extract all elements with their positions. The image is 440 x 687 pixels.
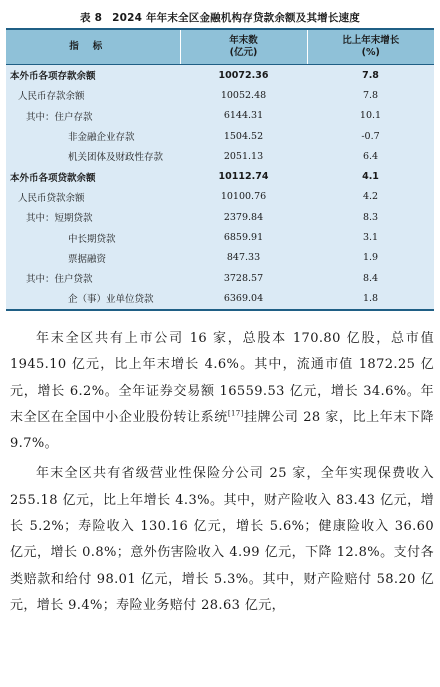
header-indicator: 指标	[6, 29, 180, 65]
header-growth-line2: (%)	[361, 47, 380, 58]
row-value: 1504.52	[180, 126, 307, 146]
row-growth: 6.4	[307, 146, 434, 166]
row-value: 10052.48	[180, 85, 307, 105]
row-growth: 8.3	[307, 207, 434, 227]
row-label: 非金融企业存款	[6, 126, 180, 146]
table-row	[6, 65, 434, 86]
header-balance-line1: 年末数	[229, 35, 258, 46]
row-value: 10100.76	[180, 187, 307, 207]
row-growth: 4.2	[307, 187, 434, 207]
row-growth: -0.7	[307, 126, 434, 146]
row-label: 人民币贷款余额	[6, 187, 180, 207]
header-growth	[307, 29, 434, 65]
row-growth: 8.4	[307, 268, 434, 288]
table-row	[6, 85, 434, 105]
row-label: 人民币存款余额	[6, 85, 180, 105]
table-row	[6, 288, 434, 309]
row-growth: 4.1	[307, 166, 434, 186]
table-title: 2024 年年末全区金融机构存贷款余额及其增长速度	[112, 12, 360, 24]
paragraph-securities	[10, 326, 434, 457]
row-label: 其中：短期贷款	[6, 207, 180, 227]
table-row	[6, 106, 434, 126]
table-row	[6, 166, 434, 186]
row-value: 2051.13	[180, 146, 307, 166]
table-header-row	[6, 29, 434, 65]
row-value: 847.33	[180, 248, 307, 268]
row-label: 票据融资	[6, 248, 180, 268]
table-row	[6, 207, 434, 227]
row-label: 本外币各项存款余额	[6, 65, 180, 86]
header-growth-line1: 比上年末增长	[342, 35, 400, 46]
row-value: 6369.04	[180, 288, 307, 309]
row-growth: 1.9	[307, 248, 434, 268]
row-label: 其中：住户贷款	[6, 268, 180, 288]
footnote-marker[interactable]: [17]	[227, 409, 244, 418]
row-label: 本外币各项贷款余额	[6, 166, 180, 186]
table-row	[6, 187, 434, 207]
deposit-loan-table	[6, 28, 434, 311]
row-value: 6144.31	[180, 106, 307, 126]
row-label: 机关团体及财政性存款	[6, 146, 180, 166]
table-number: 表 8	[80, 12, 103, 24]
row-value: 10112.74	[180, 166, 307, 186]
paragraph-text: 挂牌公司 28 家，比上年末下降 9.7%。	[10, 409, 434, 452]
row-growth: 3.1	[307, 227, 434, 247]
table-row	[6, 248, 434, 268]
row-growth: 7.8	[307, 85, 434, 105]
table-row	[6, 227, 434, 247]
table-row	[6, 268, 434, 288]
row-growth: 7.8	[307, 65, 434, 86]
row-value: 10072.36	[180, 65, 307, 86]
header-balance	[180, 29, 307, 65]
table-row	[6, 146, 434, 166]
row-value: 2379.84	[180, 207, 307, 227]
row-growth: 1.8	[307, 288, 434, 309]
row-label: 企（事）业单位贷款	[6, 288, 180, 309]
row-label: 中长期贷款	[6, 227, 180, 247]
header-balance-line2: (亿元)	[229, 47, 258, 58]
row-growth: 10.1	[307, 106, 434, 126]
table-row	[6, 126, 434, 146]
paragraph-text: 年末全区共有上市公司 16 家，总股本 170.80 亿股，总市值 1945.10 亿元，比上年末增长 4.6%。其中，流通市值 1872.25 亿元，增长 6.2%。全年证券交易额 16559.53 亿元，增长 34.6%。年末全区在全国中小企业股份转让系统	[10, 331, 434, 425]
paragraph-insurance: 年末全区共有省级营业性保险分公司 25 家，全年实现保费收入 255.18 亿元，比上年增长 4.3%。其中，财产险收入 83.43 亿元，增长 5.2%；寿险收入 130.16 亿元，增长 5.6%；健康险收入 36.60 亿元，增长 0.8%；意外伤害险收入 4.99 亿元，下降 12.8%。支付各类赔款和给付 98.01 亿元，增长 5.3%。其中，财产险赔付 58.20 亿元，增长 9.4%；寿险业务赔付 28.63 亿元，	[10, 466, 434, 613]
row-value: 6859.91	[180, 227, 307, 247]
row-value: 3728.57	[180, 268, 307, 288]
table-caption	[0, 10, 440, 25]
row-label: 其中：住户存款	[6, 106, 180, 126]
body-text	[10, 326, 434, 619]
